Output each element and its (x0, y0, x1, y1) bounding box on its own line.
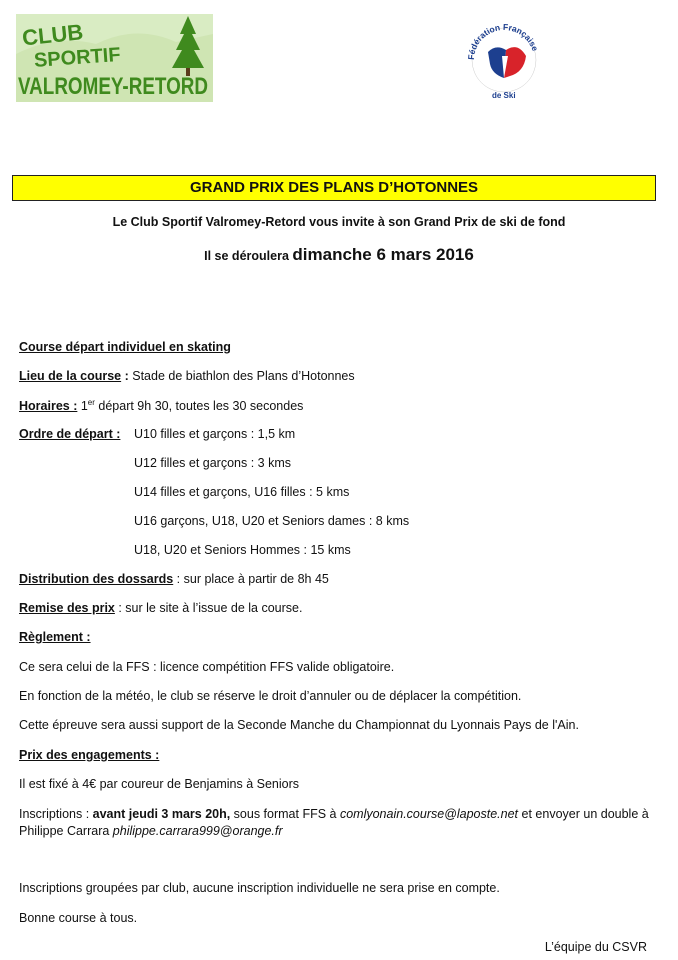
inscriptions-deadline: avant jeudi 3 mars 20h, (92, 807, 231, 821)
remise-line (19, 601, 302, 615)
signature: L’équipe du CSVR (544, 940, 647, 954)
inscriptions-mid: sous format FFS à (230, 807, 340, 821)
distribution-text: : sur place à partir de 8h 45 (173, 572, 329, 586)
inscriptions-end: et envoyer un double à (518, 807, 649, 821)
lieu-text: Stade de biathlon des Plans d’Hotonnes (128, 369, 355, 383)
lieu-sep: : (121, 369, 129, 383)
distribution-label: Distribution des dossards (19, 572, 174, 586)
prix-text: Il est fixé à 4€ par coureur de Benjamins à Seniors (19, 777, 300, 791)
event-date: dimanche 6 mars 2016 (292, 245, 474, 264)
inscriptions-prefix: Inscriptions : (19, 807, 93, 821)
ffs-logo-bottom-text: de Ski (492, 91, 516, 100)
horaires-sup: er (87, 398, 95, 407)
horaires-text: départ 9h 30, toutes les 30 secondes (94, 399, 304, 414)
horaires-label: Horaires : (19, 399, 78, 414)
email-link[interactable]: philippe.carrara999@orange.fr (112, 824, 283, 838)
distribution-line (19, 572, 329, 586)
inscriptions-line (19, 807, 649, 821)
ordre-item: U10 filles et garçons : 1,5 km (134, 427, 296, 441)
page-title: GRAND PRIX DES PLANS D’HOTONNES (12, 175, 656, 201)
reglement-line: En fonction de la météo, le club se réserve le droit d’annuler ou de déplacer la compétition. (19, 689, 522, 703)
ordre-item: U12 filles et garçons : 3 kms (134, 456, 292, 470)
groupees-text: Inscriptions groupées par club, aucune inscription individuelle ne sera prise en compte. (19, 881, 500, 895)
club-logo-line1: CLUB (20, 19, 85, 51)
inscriptions-line2 (19, 824, 283, 838)
date-prefix: Il se déroulera (204, 249, 289, 263)
lieu-line (19, 369, 355, 383)
course-type: Course départ individuel en skating (19, 340, 231, 354)
ordre-item: U16 garçons, U18, U20 et Seniors dames : 8 kms (134, 514, 410, 528)
reglement-label: Règlement : (19, 630, 91, 644)
horaires-line (19, 398, 303, 413)
ordre-item: U18, U20 et Seniors Hommes : 15 kms (134, 543, 351, 557)
club-logo-line3: VALROMEY-RETORD (18, 73, 208, 100)
reglement-line: Cette épreuve sera aussi support de la Seconde Manche du Championnat du Lyonnais Pays de l'Ain. (19, 718, 579, 732)
ffs-logo-top-text: Fédération Française (466, 21, 541, 61)
contact-name: Philippe Carrara (19, 824, 113, 838)
remise-text: : sur le site à l’issue de la course. (114, 601, 303, 615)
remise-label: Remise des prix (19, 601, 115, 615)
email-link[interactable]: comlyonain.course@laposte.net (339, 807, 519, 821)
prix-label: Prix des engagements : (19, 748, 160, 762)
lieu-label: Lieu de la course (19, 369, 122, 383)
club-logo (16, 14, 213, 102)
ffs-logo (466, 16, 542, 102)
invite-text: Le Club Sportif Valromey-Retord vous invite à son Grand Prix de ski de fond (112, 215, 566, 229)
ordre-item: U14 filles et garçons, U16 filles : 5 kms (134, 485, 350, 499)
reglement-line: Ce sera celui de la FFS : licence compétition FFS valide obligatoire. (19, 660, 395, 674)
closing-text: Bonne course à tous. (19, 911, 138, 925)
club-logo-line2: SPORTIF (33, 43, 122, 72)
ordre-label: Ordre de départ : (19, 427, 121, 441)
date-line (0, 245, 678, 265)
horaires-num: 1 (77, 399, 88, 414)
